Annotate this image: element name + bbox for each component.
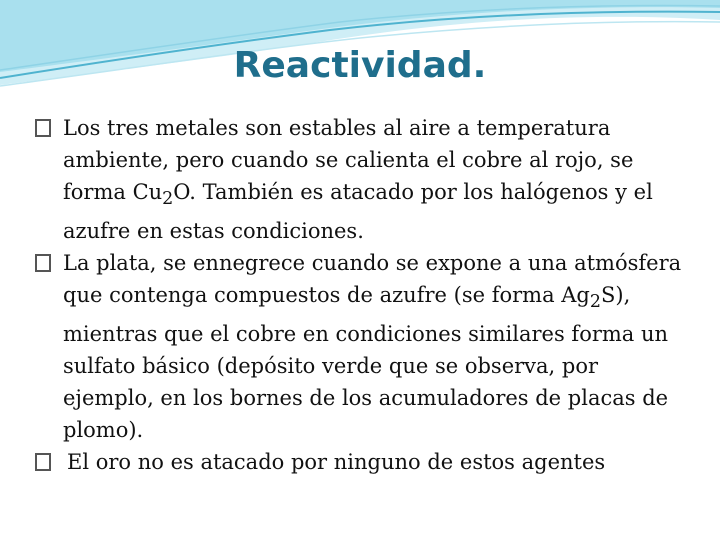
slide-title: Reactividad. bbox=[233, 45, 487, 86]
bullet-paragraph-1: Los tres metales son estables al aire a temperatura ambiente, pero cuando se calienta el cobre al rojo, se forma $Cu_2O$. También es atacado por los halógenos y el azufre en estas condiciones. bbox=[35, 112, 695, 247]
subscript: 2 bbox=[162, 189, 174, 210]
bullet-box-icon bbox=[35, 119, 51, 137]
slide-body bbox=[35, 112, 695, 478]
bullet-box-icon bbox=[35, 254, 51, 272]
bullet-paragraph-2: La plata, se ennegrece cuando se expone a una atmósfera que contenga compuestos de azufre (se forma $Ag_2S$), mientras que el cobre en condiciones similares forma un sulfato básico (depósito verde que se observa, por ejemplo, en los bornes de los acumuladores de placas de plomo). bbox=[35, 247, 695, 446]
subscript: 2 bbox=[589, 292, 602, 313]
bullet-paragraph-3: El oro no es atacado por ninguno de estos agentes bbox=[35, 446, 695, 478]
bullet-box-icon bbox=[35, 453, 51, 471]
